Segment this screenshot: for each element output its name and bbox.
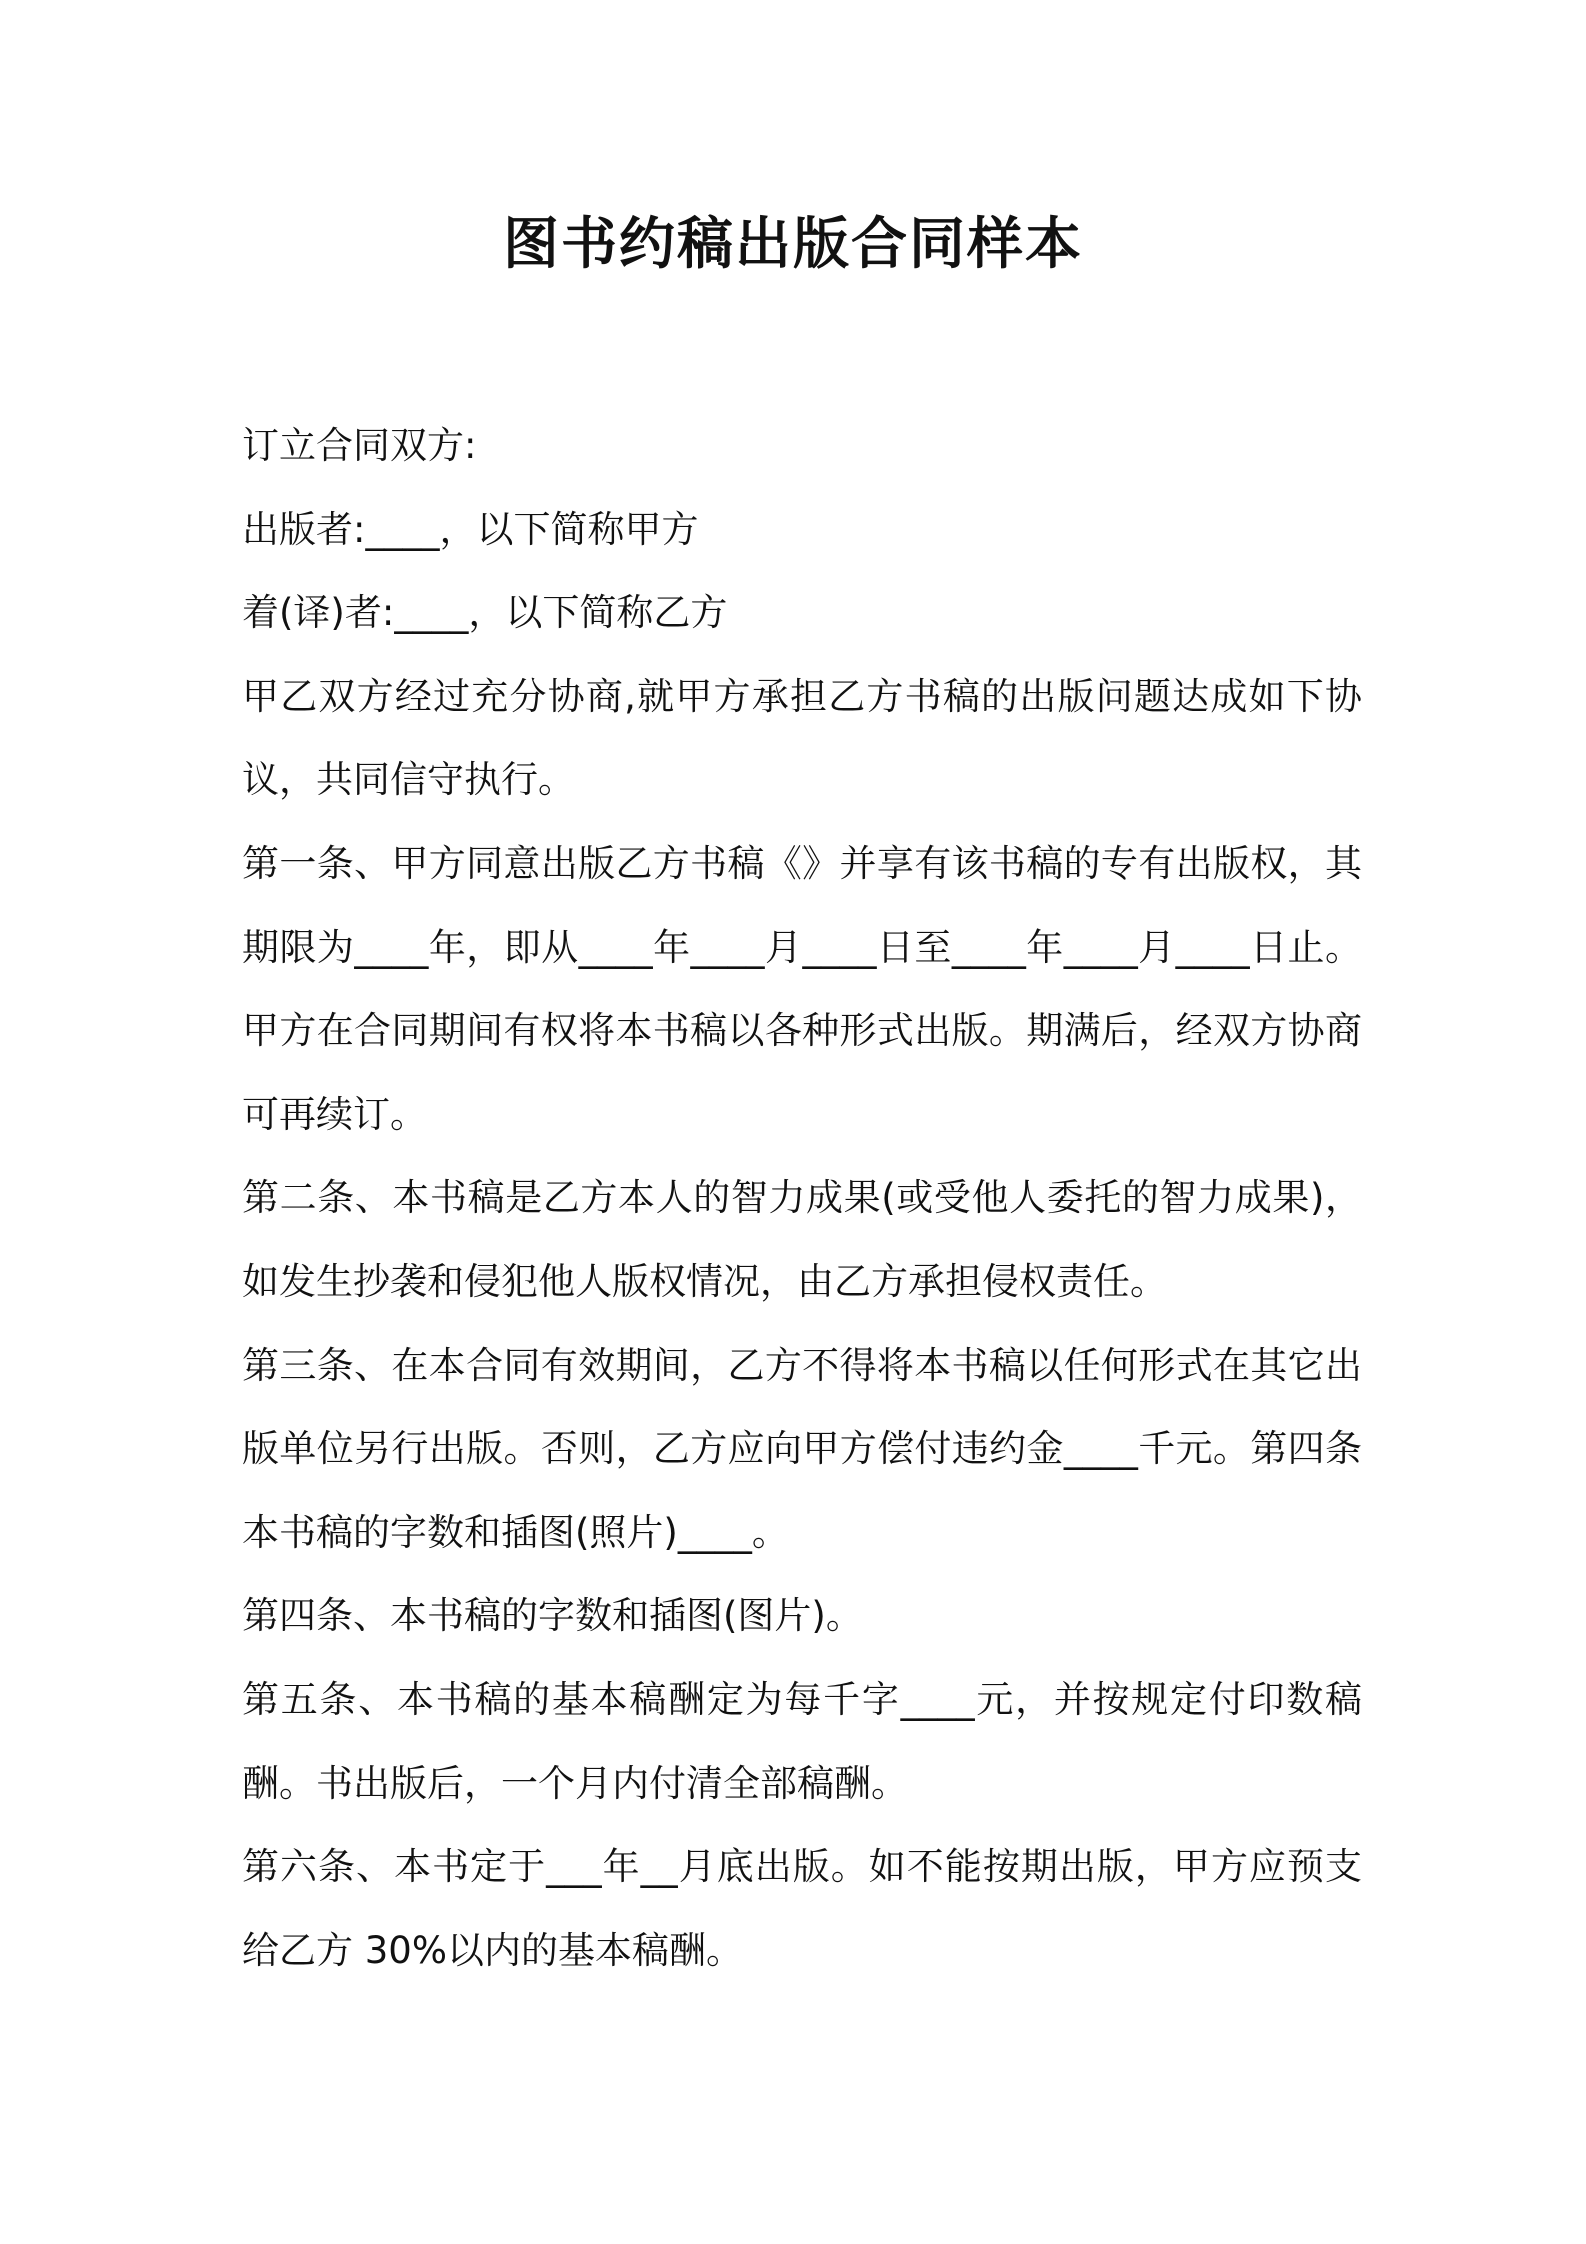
document-title: 图书约稿出版合同样本 <box>503 212 1083 277</box>
article-5: 第五条、本书稿的基本稿酬定为每千字____元，并按规定付印数稿酬。书出版后，一个月内付清全部稿酬。 <box>242 1677 1362 1805</box>
document-body <box>242 404 1362 1992</box>
contract-parties-heading: 订立合同双方: <box>242 424 477 467</box>
article-1: 第一条、甲方同意出版乙方书稿《》并享有该书稿的专有出版权，其期限为____年，即从____年____月____日至____年____月____日止。甲方在合同期间有权将本书稿以各种形式出版。期满后，经双方协商可再续订。 <box>242 841 1362 1136</box>
article-6: 第六条、本书定于___年__月底出版。如不能按期出版，甲方应预支给乙方 30%以内的基本稿酬。 <box>242 1845 1362 1972</box>
author-line: 着(译)者:____，以下简称乙方 <box>242 591 728 635</box>
article-3: 第三条、在本合同有效期间，乙方不得将本书稿以任何形式在其它出版单位另行出版。否则，乙方应向甲方偿付违约金____千元。第四条本书稿的字数和插图(照片)____。 <box>242 1343 1362 1554</box>
article-2: 第二条、本书稿是乙方本人的智力成果(或受他人委托的智力成果)，如发生抄袭和侵犯他人版权情况，由乙方承担侵权责任。 <box>242 1176 1362 1303</box>
publisher-line: 出版者:____，以下简称甲方 <box>242 507 699 551</box>
agreement-preamble: 甲乙双方经过充分协商,就甲方承担乙方书稿的出版问题达成如下协议，共同信守执行。 <box>242 674 1362 802</box>
article-4: 第四条、本书稿的字数和插图(图片)。 <box>242 1594 863 1638</box>
